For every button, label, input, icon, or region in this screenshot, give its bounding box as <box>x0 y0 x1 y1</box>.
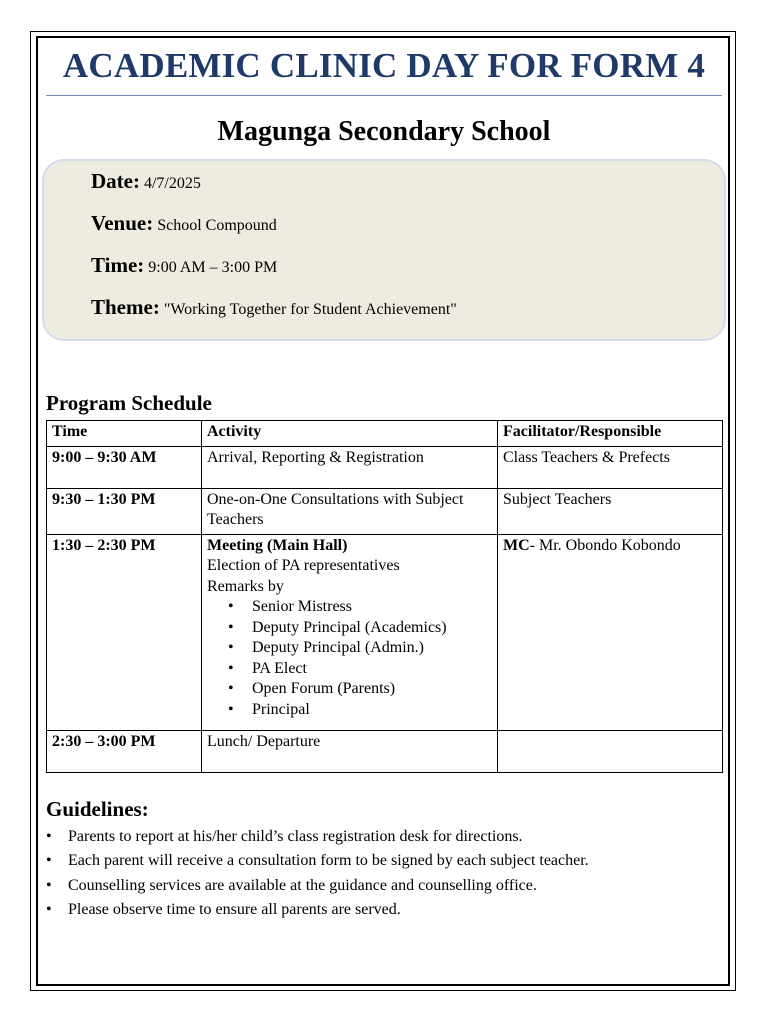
list-item: • Parents to report at his/her child’s class registration desk for directions. <box>46 825 589 849</box>
cell-activity: One-on-One Consultations with Subject Teachers <box>202 488 498 534</box>
program-schedule-table <box>46 420 723 773</box>
cell-facilitator: Subject Teachers <box>498 488 723 534</box>
table-header-row <box>47 421 723 447</box>
activity-line: Election of PA representatives <box>207 557 400 574</box>
column-header-facilitator: Facilitator/Responsible <box>498 421 723 447</box>
detail-time <box>91 253 277 278</box>
table-row <box>47 446 723 488</box>
list-item: • Senior Mistress <box>252 597 492 618</box>
cell-time: 9:00 – 9:30 AM <box>47 446 202 488</box>
table-row <box>47 488 723 534</box>
cell-time: 2:30 – 3:00 PM <box>47 730 202 772</box>
cell-time: 9:30 – 1:30 PM <box>47 488 202 534</box>
table-row <box>47 534 723 730</box>
table-row <box>47 730 723 772</box>
cell-facilitator <box>498 534 723 730</box>
list-item: • Open Forum (Parents) <box>252 679 492 700</box>
list-item: • Principal <box>252 700 492 721</box>
detail-venue <box>91 211 277 236</box>
list-item: • Deputy Principal (Admin.) <box>252 638 492 659</box>
cell-facilitator <box>498 730 723 772</box>
guidelines-heading: Guidelines: <box>46 797 149 821</box>
program-schedule-heading: Program Schedule <box>46 391 212 415</box>
facilitator-name: - Mr. Obondo Kobondo <box>529 536 681 554</box>
list-item: • Deputy Principal (Academics) <box>252 618 492 639</box>
detail-label: Theme: <box>91 295 160 319</box>
list-item: • PA Elect <box>252 659 492 680</box>
list-item: • Please observe time to ensure all parents are served. <box>46 898 589 922</box>
detail-value: 9:00 AM – 3:00 PM <box>148 259 278 276</box>
detail-date <box>91 169 201 194</box>
guidelines-list <box>46 825 589 922</box>
column-header-time: Time <box>47 421 202 447</box>
cell-activity: Lunch/ Departure <box>202 730 498 772</box>
column-header-activity: Activity <box>202 421 498 447</box>
detail-label: Date: <box>91 169 140 193</box>
cell-activity <box>202 534 498 730</box>
school-name: Magunga Secondary School <box>217 116 551 147</box>
list-item: • Each parent will receive a consultation form to be signed by each subject teacher. <box>46 849 589 873</box>
cell-facilitator: Class Teachers & Prefects <box>498 446 723 488</box>
cell-activity: Arrival, Reporting & Registration <box>202 446 498 488</box>
title-underline <box>46 95 722 96</box>
detail-value: "Working Together for Student Achievement" <box>163 301 457 318</box>
detail-value: 4/7/2025 <box>143 175 201 192</box>
activity-title: Meeting (Main Hall) <box>207 536 348 554</box>
facilitator-role: MC <box>503 536 530 554</box>
detail-label: Time: <box>91 253 145 277</box>
activity-line: Remarks by <box>207 577 284 595</box>
speakers-list <box>207 597 492 720</box>
cell-time: 1:30 – 2:30 PM <box>47 534 202 730</box>
document-title: ACADEMIC CLINIC DAY FOR FORM 4 <box>62 46 706 85</box>
detail-value: School Compound <box>157 217 277 234</box>
detail-theme <box>91 295 457 320</box>
list-item: • Counselling services are available at the guidance and counselling office. <box>46 874 589 898</box>
detail-label: Venue: <box>91 211 154 235</box>
